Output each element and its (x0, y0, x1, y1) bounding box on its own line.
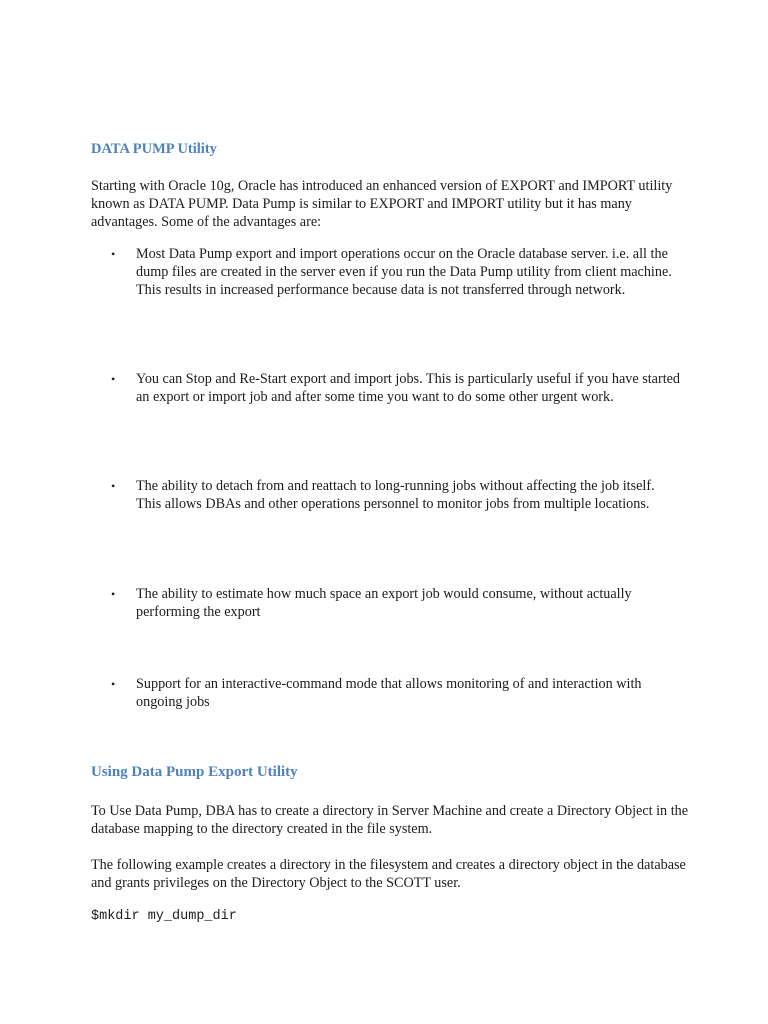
bullet-icon: • (111, 247, 116, 261)
list-item-text: Support for an interactive-command mode that allows monitoring of and interaction with ongoing jobs (136, 676, 642, 710)
section-heading-data-pump-utility: DATA PUMP Utility (91, 141, 217, 157)
directory-paragraph: To Use Data Pump, DBA has to create a directory in Server Machine and create a Directory Object in the database mapping to the directory created in the file system. (91, 803, 689, 837)
example-paragraph: The following example creates a directory in the filesystem and creates a directory object in the database and grants privileges on the Directory Object to the SCOTT user. (91, 857, 686, 891)
bullet-icon: • (111, 479, 116, 493)
section-heading-using-data-pump-export: Using Data Pump Export Utility (91, 764, 298, 780)
list-item-text: Most Data Pump export and import operations occur on the Oracle database server. i.e. all the dump files are created in the server even if you run the Data Pump utility from client machine. This results in increased performance because data is not transferred through network. (136, 246, 672, 298)
bullet-icon: • (111, 372, 116, 386)
bullet-icon: • (111, 587, 116, 601)
intro-paragraph: Starting with Oracle 10g, Oracle has introduced an enhanced version of EXPORT and IMPORT utility known as DATA PUMP. Data Pump is similar to EXPORT and IMPORT utility but it has many advantages. Some of the advantages are: (91, 178, 673, 230)
bullet-icon: • (111, 677, 116, 691)
list-item-text: You can Stop and Re-Start export and import jobs. This is particularly useful if you have started an export or import job and after some time you want to do some other urgent work. (136, 371, 681, 405)
list-item-text: The ability to estimate how much space an export job would consume, without actually performing the export (136, 586, 632, 620)
list-item-text: The ability to detach from and reattach to long-running jobs without affecting the job itself. This allows DBAs and other operations personnel to monitor jobs from multiple locations. (136, 478, 655, 512)
code-snippet: $mkdir my_dump_dir (91, 909, 237, 924)
